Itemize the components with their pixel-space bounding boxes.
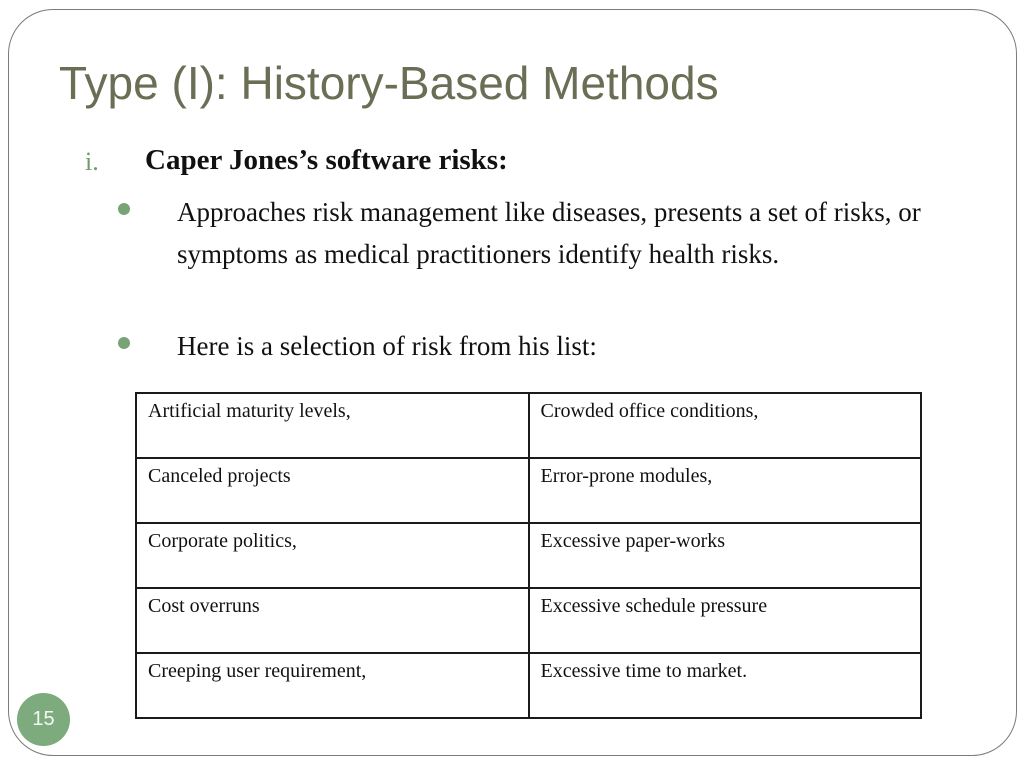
table-row bbox=[136, 653, 921, 718]
bullet-icon bbox=[118, 337, 130, 349]
page-number-badge bbox=[17, 693, 70, 746]
table-cell: Corporate politics, bbox=[136, 523, 529, 588]
table-cell: Cost overruns bbox=[136, 588, 529, 653]
bullet-text: Here is a selection of risk from his list: bbox=[177, 331, 597, 361]
risks-table bbox=[135, 392, 922, 719]
table-row bbox=[136, 458, 921, 523]
table-cell: Crowded office conditions, bbox=[529, 393, 922, 458]
list-heading: Caper Jones’s software risks: bbox=[145, 144, 508, 176]
table-cell: Error-prone modules, bbox=[529, 458, 922, 523]
bullet-icon bbox=[118, 203, 130, 215]
table-row bbox=[136, 588, 921, 653]
table-cell: Excessive schedule pressure bbox=[529, 588, 922, 653]
page-number: 15 bbox=[32, 708, 55, 730]
table-row bbox=[136, 393, 921, 458]
roman-numeral-marker: i. bbox=[85, 147, 99, 176]
table-cell: Canceled projects bbox=[136, 458, 529, 523]
table-cell: Artificial maturity levels, bbox=[136, 393, 529, 458]
table-row bbox=[136, 523, 921, 588]
table-cell: Excessive paper-works bbox=[529, 523, 922, 588]
bullet-text: Approaches risk management like diseases, presents a set of risks, or symptoms as medical practitioners identify health risks. bbox=[177, 197, 921, 269]
table-cell: Creeping user requirement, bbox=[136, 653, 529, 718]
slide-title: Type (I): History-Based Methods bbox=[59, 57, 719, 109]
table-cell: Excessive time to market. bbox=[529, 653, 922, 718]
